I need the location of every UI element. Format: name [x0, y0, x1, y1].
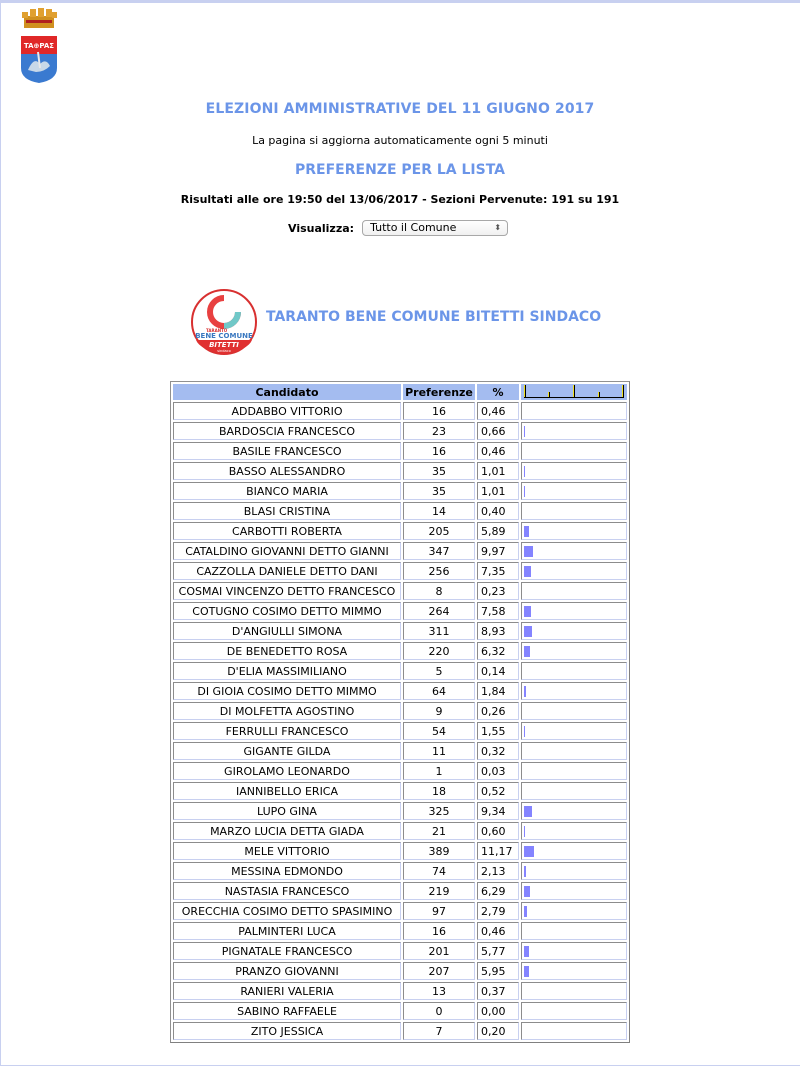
- candidate-name: D'ELIA MASSIMILIANO: [173, 662, 401, 680]
- candidate-percent: 9,34: [477, 802, 519, 820]
- candidate-bar-cell: [521, 562, 627, 580]
- candidate-name: PIGNATALE FRANCESCO: [173, 942, 401, 960]
- candidate-bar-cell: [521, 402, 627, 420]
- candidate-bar-cell: [521, 642, 627, 660]
- percent-bar: [524, 866, 526, 877]
- section-title: PREFERENZE PER LA LISTA: [295, 162, 505, 178]
- percent-bar: [524, 846, 534, 857]
- candidate-bar-cell: [521, 622, 627, 640]
- table-row: [173, 582, 627, 600]
- candidate-preferences: 7: [403, 1022, 475, 1040]
- candidate-name: DI MOLFETTA AGOSTINO: [173, 702, 401, 720]
- candidate-preferences: 219: [403, 882, 475, 900]
- candidate-preferences: 207: [403, 962, 475, 980]
- percent-bar: [524, 726, 525, 737]
- table-row: [173, 422, 627, 440]
- table-row: [173, 522, 627, 540]
- candidate-preferences: 201: [403, 942, 475, 960]
- candidate-name: SABINO RAFFAELE: [173, 1002, 401, 1020]
- table-row: [173, 722, 627, 740]
- candidate-percent: 1,01: [477, 462, 519, 480]
- table-row: [173, 602, 627, 620]
- candidate-percent: 0,00: [477, 1002, 519, 1020]
- party-logo-text-mid: BENE COMUNE: [195, 332, 253, 340]
- table-row: [173, 862, 627, 880]
- percent-bar: [524, 566, 531, 577]
- percent-bar: [524, 526, 529, 537]
- candidate-percent: 0,46: [477, 402, 519, 420]
- table-row: [173, 1022, 627, 1040]
- candidate-percent: 1,84: [477, 682, 519, 700]
- candidate-bar-cell: [521, 802, 627, 820]
- visualizza-label: Visualizza:: [288, 221, 355, 235]
- svg-text:TA⊕PAΣ: TA⊕PAΣ: [23, 42, 55, 50]
- candidate-percent: 0,23: [477, 582, 519, 600]
- candidate-name: LUPO GINA: [173, 802, 401, 820]
- percent-bar: [524, 606, 531, 617]
- candidate-name: NASTASIA FRANCESCO: [173, 882, 401, 900]
- candidate-percent: 6,32: [477, 642, 519, 660]
- percent-bar: [524, 906, 527, 917]
- candidate-percent: 1,01: [477, 482, 519, 500]
- party-logo-text-top: TARANTO: [206, 328, 228, 333]
- candidate-bar-cell: [521, 882, 627, 900]
- candidate-percent: 7,35: [477, 562, 519, 580]
- table-row: [173, 702, 627, 720]
- table-row: [173, 822, 627, 840]
- table-row: [173, 662, 627, 680]
- table-row: [173, 502, 627, 520]
- bar-scale-icon: [524, 385, 624, 399]
- table-row: [173, 542, 627, 560]
- candidate-name: ZITO JESSICA: [173, 1022, 401, 1040]
- candidate-preferences: 1: [403, 762, 475, 780]
- candidate-preferences: 13: [403, 982, 475, 1000]
- candidate-bar-cell: [521, 842, 627, 860]
- candidate-preferences: 97: [403, 902, 475, 920]
- candidate-name: BIANCO MARIA: [173, 482, 401, 500]
- table-row: [173, 842, 627, 860]
- candidate-percent: 11,17: [477, 842, 519, 860]
- percent-bar: [524, 426, 525, 437]
- table-row: [173, 782, 627, 800]
- page-title: ELEZIONI AMMINISTRATIVE DEL 11 GIUGNO 2017: [205, 101, 595, 117]
- column-header-percent: %: [477, 384, 519, 400]
- candidate-bar-cell: [521, 762, 627, 780]
- candidate-percent: 0,60: [477, 822, 519, 840]
- column-header-scale: [521, 384, 627, 400]
- candidate-name: COTUGNO COSIMO DETTO MIMMO: [173, 602, 401, 620]
- percent-bar: [524, 546, 533, 557]
- candidate-preferences: 205: [403, 522, 475, 540]
- candidate-bar-cell: [521, 582, 627, 600]
- candidate-name: DE BENEDETTO ROSA: [173, 642, 401, 660]
- candidate-bar-cell: [521, 482, 627, 500]
- candidate-name: PRANZO GIOVANNI: [173, 962, 401, 980]
- table-row: [173, 402, 627, 420]
- candidate-preferences: 325: [403, 802, 475, 820]
- candidate-preferences: 35: [403, 482, 475, 500]
- candidate-name: IANNIBELLO ERICA: [173, 782, 401, 800]
- candidate-bar-cell: [521, 1002, 627, 1020]
- candidate-preferences: 35: [403, 462, 475, 480]
- candidate-preferences: 16: [403, 922, 475, 940]
- candidate-bar-cell: [521, 1022, 627, 1040]
- candidate-name: BLASI CRISTINA: [173, 502, 401, 520]
- candidate-percent: 0,03: [477, 762, 519, 780]
- candidate-bar-cell: [521, 602, 627, 620]
- table-row: [173, 642, 627, 660]
- candidate-percent: 2,13: [477, 862, 519, 880]
- table-row: [173, 1002, 627, 1020]
- candidate-preferences: 54: [403, 722, 475, 740]
- table-row: [173, 462, 627, 480]
- table-row: [173, 962, 627, 980]
- candidate-name: GIGANTE GILDA: [173, 742, 401, 760]
- percent-bar: [524, 806, 532, 817]
- candidate-name: GIROLAMO LEONARDO: [173, 762, 401, 780]
- table-row: [173, 882, 627, 900]
- candidate-name: CARBOTTI ROBERTA: [173, 522, 401, 540]
- candidate-bar-cell: [521, 422, 627, 440]
- table-row: [173, 622, 627, 640]
- candidate-preferences: 18: [403, 782, 475, 800]
- percent-bar: [524, 486, 525, 497]
- candidate-preferences: 16: [403, 402, 475, 420]
- percent-bar: [524, 466, 525, 477]
- candidate-percent: 9,97: [477, 542, 519, 560]
- candidate-name: RANIERI VALERIA: [173, 982, 401, 1000]
- percent-bar: [524, 646, 530, 657]
- table-row: [173, 902, 627, 920]
- candidate-preferences: 256: [403, 562, 475, 580]
- table-row: [173, 922, 627, 940]
- candidate-percent: 0,37: [477, 982, 519, 1000]
- candidate-bar-cell: [521, 682, 627, 700]
- candidate-preferences: 11: [403, 742, 475, 760]
- candidate-bar-cell: [521, 542, 627, 560]
- candidate-name: BASSO ALESSANDRO: [173, 462, 401, 480]
- percent-bar: [524, 946, 529, 957]
- party-logo-text-small: sindaco: [217, 349, 231, 353]
- candidate-preferences: 0: [403, 1002, 475, 1020]
- candidate-name: MELE VITTORIO: [173, 842, 401, 860]
- results-status: Risultati alle ore 19:50 del 13/06/2017 - Sezioni Pervenute: 191 su 191: [180, 193, 620, 206]
- candidate-bar-cell: [521, 742, 627, 760]
- party-header: [190, 288, 650, 358]
- candidate-percent: 5,77: [477, 942, 519, 960]
- table-row: [173, 482, 627, 500]
- table-row: [173, 942, 627, 960]
- party-logo-text-bottom: BITETTI: [209, 341, 239, 349]
- percent-bar: [524, 826, 525, 837]
- visualizza-control: [288, 220, 508, 236]
- candidate-percent: 0,26: [477, 702, 519, 720]
- candidate-bar-cell: [521, 702, 627, 720]
- candidate-preferences: 21: [403, 822, 475, 840]
- candidate-preferences: 16: [403, 442, 475, 460]
- candidate-name: ORECCHIA COSIMO DETTO SPASIMINO: [173, 902, 401, 920]
- candidate-percent: 0,32: [477, 742, 519, 760]
- candidate-name: BASILE FRANCESCO: [173, 442, 401, 460]
- visualizza-select[interactable]: [362, 220, 508, 236]
- table-row: [173, 762, 627, 780]
- candidate-preferences: 23: [403, 422, 475, 440]
- table-row: [173, 562, 627, 580]
- percent-bar: [524, 626, 532, 637]
- candidate-name: BARDOSCIA FRANCESCO: [173, 422, 401, 440]
- candidate-bar-cell: [521, 902, 627, 920]
- candidate-bar-cell: [521, 942, 627, 960]
- candidate-bar-cell: [521, 722, 627, 740]
- candidate-percent: 0,66: [477, 422, 519, 440]
- candidate-bar-cell: [521, 782, 627, 800]
- candidate-name: FERRULLI FRANCESCO: [173, 722, 401, 740]
- visualizza-selected-value: Tutto il Comune: [370, 221, 457, 234]
- candidate-bar-cell: [521, 462, 627, 480]
- percent-bar: [524, 886, 530, 897]
- candidate-bar-cell: [521, 862, 627, 880]
- table-row: [173, 802, 627, 820]
- candidate-preferences: 264: [403, 602, 475, 620]
- table-header-row: [173, 384, 627, 400]
- candidate-preferences: 9: [403, 702, 475, 720]
- percent-bar: [524, 966, 529, 977]
- candidate-preferences: 74: [403, 862, 475, 880]
- table-row: [173, 682, 627, 700]
- candidate-percent: 5,89: [477, 522, 519, 540]
- candidate-preferences: 64: [403, 682, 475, 700]
- table-row: [173, 982, 627, 1000]
- column-header-candidato: Candidato: [173, 384, 401, 400]
- candidate-name: COSMAI VINCENZO DETTO FRANCESCO: [173, 582, 401, 600]
- candidate-percent: 0,20: [477, 1022, 519, 1040]
- preferences-table: [170, 381, 630, 1043]
- candidate-percent: 2,79: [477, 902, 519, 920]
- candidate-name: ADDABBO VITTORIO: [173, 402, 401, 420]
- candidate-percent: 0,46: [477, 922, 519, 940]
- candidate-bar-cell: [521, 522, 627, 540]
- candidate-name: DI GIOIA COSIMO DETTO MIMMO: [173, 682, 401, 700]
- party-logo-icon: [190, 288, 258, 356]
- candidate-percent: 0,14: [477, 662, 519, 680]
- candidate-percent: 0,52: [477, 782, 519, 800]
- party-name: TARANTO BENE COMUNE BITETTI SINDACO: [266, 309, 602, 325]
- table-row: [173, 742, 627, 760]
- candidate-preferences: 14: [403, 502, 475, 520]
- candidate-name: PALMINTERI LUCA: [173, 922, 401, 940]
- select-arrows-icon: ⬍: [494, 223, 502, 232]
- candidate-name: CATALDINO GIOVANNI DETTO GIANNI: [173, 542, 401, 560]
- candidate-preferences: 347: [403, 542, 475, 560]
- candidate-name: D'ANGIULLI SIMONA: [173, 622, 401, 640]
- candidate-percent: 0,40: [477, 502, 519, 520]
- candidate-bar-cell: [521, 962, 627, 980]
- candidate-percent: 7,58: [477, 602, 519, 620]
- table-row: [173, 442, 627, 460]
- candidate-percent: 6,29: [477, 882, 519, 900]
- candidate-bar-cell: [521, 442, 627, 460]
- candidate-bar-cell: [521, 822, 627, 840]
- taranto-crest-icon: [18, 6, 60, 84]
- candidate-bar-cell: [521, 502, 627, 520]
- candidate-bar-cell: [521, 662, 627, 680]
- candidate-name: CAZZOLLA DANIELE DETTO DANI: [173, 562, 401, 580]
- candidate-bar-cell: [521, 922, 627, 940]
- candidate-percent: 0,46: [477, 442, 519, 460]
- candidate-preferences: 5: [403, 662, 475, 680]
- candidate-bar-cell: [521, 982, 627, 1000]
- candidate-percent: 1,55: [477, 722, 519, 740]
- candidate-preferences: 8: [403, 582, 475, 600]
- candidate-name: MARZO LUCIA DETTA GIADA: [173, 822, 401, 840]
- candidate-percent: 5,95: [477, 962, 519, 980]
- candidate-preferences: 311: [403, 622, 475, 640]
- candidate-name: MESSINA EDMONDO: [173, 862, 401, 880]
- auto-refresh-note: La pagina si aggiorna automaticamente ogni 5 minuti: [252, 134, 548, 147]
- column-header-preferenze: Preferenze: [403, 384, 475, 400]
- percent-bar: [524, 686, 526, 697]
- candidate-preferences: 220: [403, 642, 475, 660]
- candidate-percent: 8,93: [477, 622, 519, 640]
- candidate-preferences: 389: [403, 842, 475, 860]
